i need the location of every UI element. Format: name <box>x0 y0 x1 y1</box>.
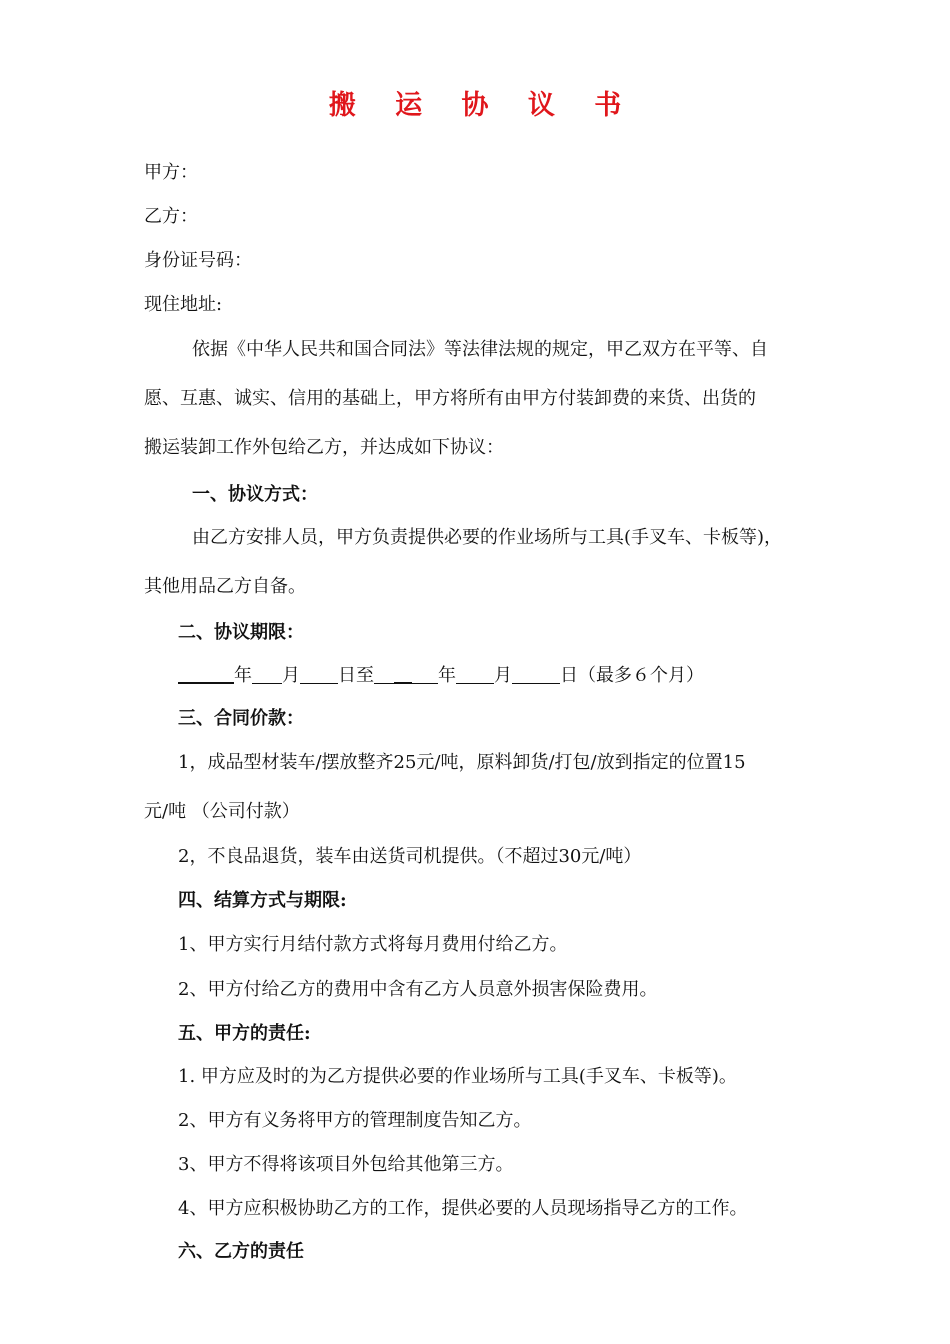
end-year-blank-a <box>374 663 394 684</box>
period-month-2: 月 <box>494 665 512 686</box>
section-6-heading: 六、乙方的责任 <box>178 1241 304 1262</box>
id-number-label: 身份证号码： <box>144 250 252 271</box>
section-4-item-1: 1、甲方实行月结付款方式将每月费用付给乙方。 <box>178 934 568 955</box>
section-4-item-2: 2、甲方付给乙方的费用中含有乙方人员意外损害保险费用。 <box>178 979 658 1000</box>
section-2-heading: 二、协议期限： <box>178 622 304 643</box>
end-day-blank <box>512 663 560 684</box>
section-3-heading: 三、合同价款： <box>178 708 304 729</box>
preamble-line-3: 搬运装卸工作外包给乙方，并达成如下协议： <box>144 437 504 458</box>
section-5-item-1: 1. 甲方应及时的为乙方提供必要的作业场所与工具(手叉车、卡板等)。 <box>178 1066 737 1087</box>
section-1-heading: 一、协议方式： <box>192 484 318 505</box>
period-line <box>178 662 704 689</box>
period-month: 月 <box>282 665 300 686</box>
address-label: 现住地址: <box>144 294 223 315</box>
period-day-2: 日（最多６个月） <box>560 665 704 686</box>
end-year-blank-c <box>412 663 438 684</box>
section-5-item-4: 4、甲方应积极协助乙方的工作，提供必要的人员现场指导乙方的工作。 <box>178 1198 748 1219</box>
section-4-heading: 四、结算方式与期限: <box>178 890 347 911</box>
preamble-line-1: 依据《中华人民共和国合同法》等法律法规的规定，甲乙双方在平等、自 <box>192 339 768 360</box>
end-month-blank <box>456 663 494 684</box>
preamble-line-2: 愿、互惠、诚实、信用的基础上，甲方将所有由甲方付装卸费的来货、出货的 <box>144 388 756 409</box>
start-month-blank <box>252 663 282 684</box>
period-year-2: 年 <box>438 665 456 686</box>
section-5-heading: 五、甲方的责任: <box>178 1023 311 1044</box>
section-5-item-3: 3、甲方不得将该项目外包给其他第三方。 <box>178 1154 514 1175</box>
party-a-label: 甲方： <box>144 162 198 183</box>
period-day-to: 日至 <box>338 665 374 686</box>
party-b-label: 乙方： <box>144 206 198 227</box>
end-year-blank-b <box>394 662 412 684</box>
section-3-item-2: 2，不良品退货，装车由送货司机提供。（不超过30元/吨） <box>178 846 642 867</box>
section-1-line-2: 其他用品乙方自备。 <box>144 576 306 597</box>
start-day-blank <box>300 663 338 684</box>
section-3-item-1-cont: 元/吨 （公司付款） <box>144 801 300 822</box>
section-3-item-1: 1，成品型材装车/摆放整齐25元/吨，原料卸货/打包/放到指定的位置15 <box>178 752 746 773</box>
section-1-line-1: 由乙方安排人员，甲方负责提供必要的作业场所与工具(手叉车、卡板等)， <box>192 527 783 548</box>
section-5-item-2: 2、甲方有义务将甲方的管理制度告知乙方。 <box>178 1110 532 1131</box>
document-title: 搬 运 协 议 书 <box>328 90 637 121</box>
period-year: 年 <box>234 665 252 686</box>
start-year-blank <box>178 662 234 684</box>
